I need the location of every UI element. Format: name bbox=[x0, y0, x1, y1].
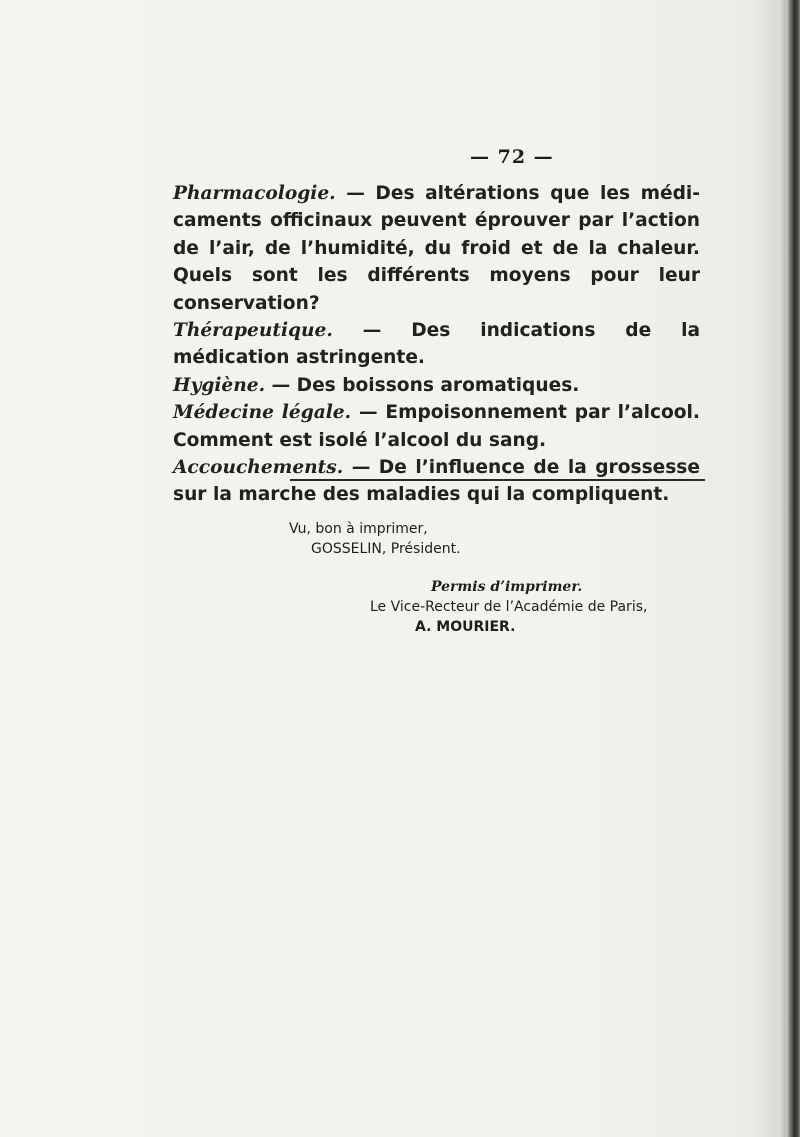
approval-line: Vu, bon à imprimer, bbox=[289, 521, 428, 537]
paragraph-accouchements bbox=[173, 454, 700, 509]
approval-signatory: GOSSELIN, Président. bbox=[311, 541, 461, 557]
section-text: — De l’influence de la grossesse sur la marche des maladies qui la compliquent. bbox=[173, 457, 700, 506]
paragraph-hygiene bbox=[173, 372, 700, 399]
section-heading: Pharmacologie. bbox=[173, 183, 336, 204]
section-heading: Accouchements. bbox=[173, 457, 344, 479]
permit-block bbox=[370, 577, 648, 637]
page-number: — 72 — bbox=[470, 146, 554, 168]
section-text: — Des altérations que les médicaments officinaux peuvent éprouver par l’action de l’air, de l’humidité, du froid et de la chaleur. Quels sont les différents moyens pour leur conservation? bbox=[173, 183, 700, 314]
permit-signer: Le Vice-Recteur de l’Académie de Paris, bbox=[370, 599, 648, 615]
section-heading: Hygiène. bbox=[173, 374, 266, 396]
section-text: — Empoisonnement par l’alcool. Comment est isolé l’alcool du sang. bbox=[173, 402, 700, 451]
section-heading: Médecine légale. bbox=[173, 402, 352, 424]
permit-title: Permis d’imprimer. bbox=[431, 579, 583, 595]
exam-topics bbox=[173, 180, 700, 509]
permit-name: A. MOURIER. bbox=[415, 619, 516, 635]
paragraph-pharmacologie bbox=[173, 180, 700, 317]
separator-rule bbox=[290, 479, 705, 481]
approval-block bbox=[289, 519, 461, 559]
page-edge bbox=[786, 0, 800, 1137]
section-text: — Des indications de la médication astringente. bbox=[173, 320, 700, 369]
paragraph-medecine-legale bbox=[173, 399, 700, 454]
paragraph-therapeutique bbox=[173, 317, 700, 372]
section-heading: Thérapeutique. bbox=[173, 320, 333, 342]
section-text: — Des boissons aromatiques. bbox=[265, 374, 580, 396]
